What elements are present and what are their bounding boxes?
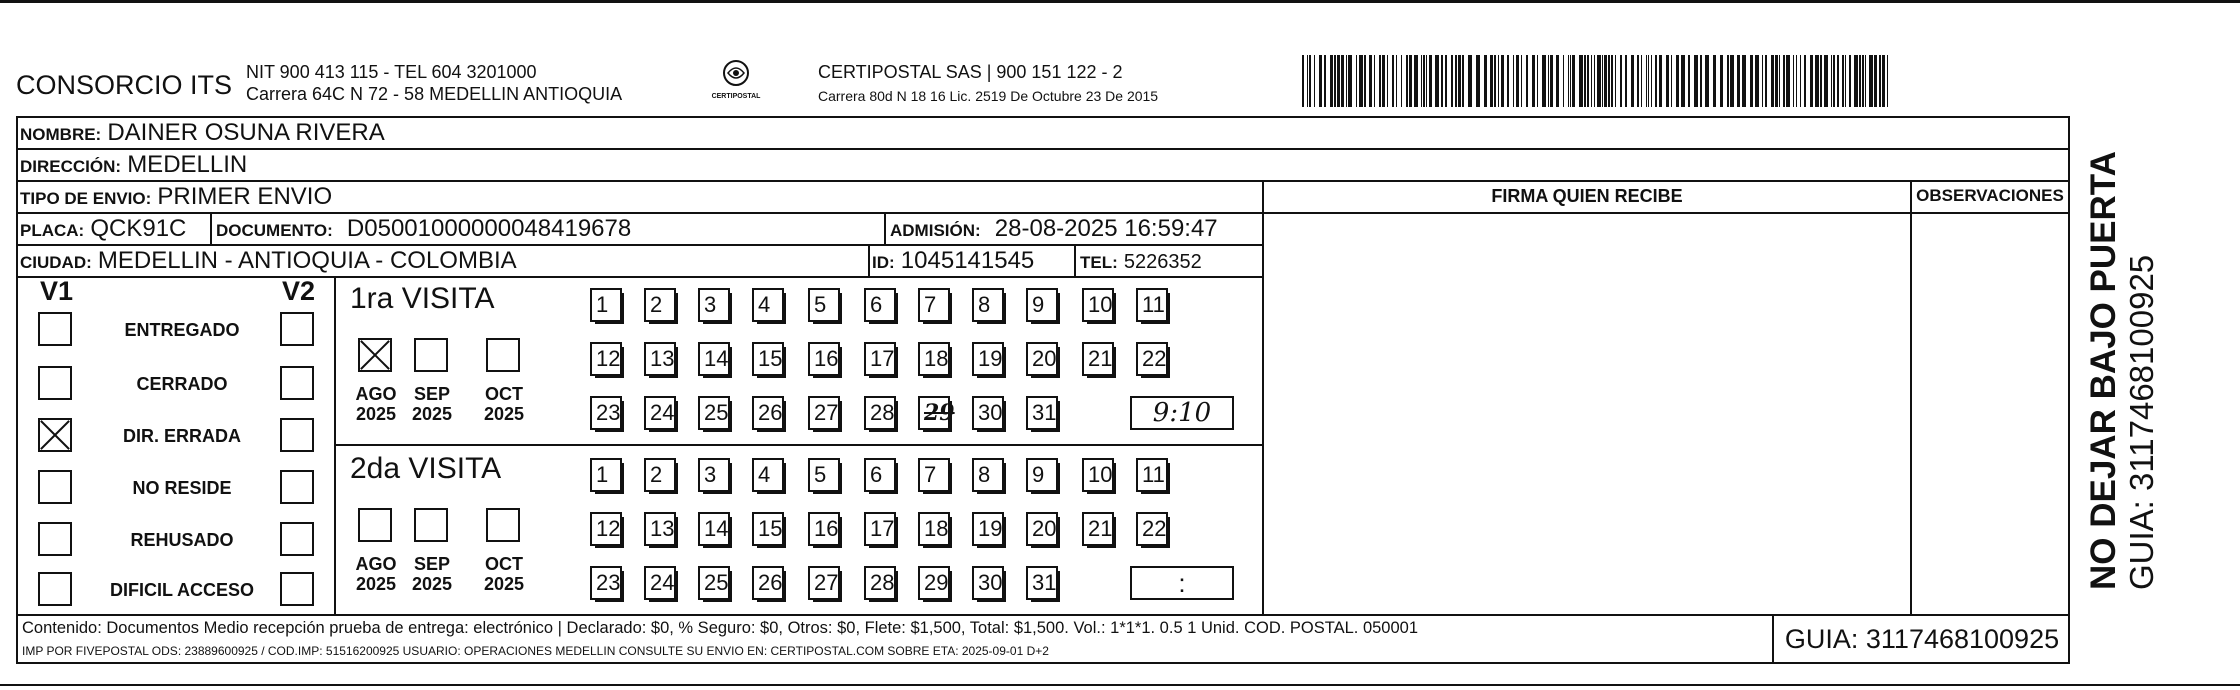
day-box[interactable]: 6 [864, 288, 896, 322]
barcode-bar [1513, 55, 1514, 107]
tipo-label: TIPO DE ENVIO: [20, 189, 152, 208]
day-box[interactable]: 4 [752, 288, 784, 322]
barcode-bar [1369, 55, 1372, 107]
barcode-bar [1548, 55, 1549, 107]
day-box[interactable]: 30 [972, 396, 1004, 430]
barcode-bar [1694, 55, 1698, 107]
barcode-bar [1330, 55, 1333, 107]
day-box[interactable]: 13 [644, 342, 676, 376]
status-label: DIR. ERRADA [122, 426, 241, 446]
col-line-guia [1772, 614, 1774, 664]
day-box[interactable]: 15 [752, 512, 784, 546]
admision-value: 28-08-2025 16:59:47 [994, 215, 1218, 242]
barcode-bar [1501, 55, 1504, 107]
month-year: 2025 [355, 574, 397, 594]
day-box[interactable]: 19 [972, 512, 1004, 546]
barcode-bar [1625, 55, 1627, 107]
barcode-bar [1307, 55, 1308, 107]
ciudad-value: MEDELLIN - ANTIOQUIA - COLOMBIA [97, 247, 517, 274]
barcode-bar [1637, 55, 1639, 107]
barcode-bar [1646, 55, 1647, 107]
barcode-bar [1775, 55, 1778, 107]
day-box[interactable]: 16 [808, 342, 840, 376]
day-box[interactable]: 26 [752, 396, 784, 430]
firma-header: FIRMA QUIEN RECIBE [1491, 186, 1683, 206]
v2-checkbox[interactable] [280, 366, 314, 400]
day-box[interactable]: 28 [864, 396, 896, 430]
barcode-bar [1815, 55, 1819, 107]
nombre-label: NOMBRE: [20, 125, 102, 144]
side-no-dejar: NO DEJAR BAJO PUERTA [2084, 151, 2123, 590]
barcode-bar [1671, 55, 1672, 107]
day-box[interactable]: 30 [972, 566, 1004, 600]
barcode-bar [1862, 55, 1864, 107]
day-box[interactable]: 24 [644, 396, 676, 430]
courier-logo-text: CERTIPOSTAL [711, 93, 761, 100]
day-box[interactable]: 7 [918, 288, 950, 322]
barcode-bar [1356, 55, 1357, 107]
documento-cell [216, 214, 631, 246]
barcode-bar [1742, 55, 1746, 107]
barcode-bar [1882, 55, 1885, 107]
courier-license: Carrera 80d N 18 16 Lic. 2519 De Octubre 23 De 2015 [818, 88, 1159, 104]
barcode-bar [1666, 55, 1669, 107]
barcode-bar [1688, 55, 1690, 107]
col-line-firma [1262, 180, 1264, 616]
barcode-bar [1842, 55, 1844, 107]
day-box[interactable]: 22 [1136, 342, 1168, 376]
v2-checkbox[interactable] [280, 418, 314, 452]
day-box[interactable]: 5 [808, 288, 840, 322]
v1-checkbox[interactable] [38, 470, 72, 504]
barcode-bar [1309, 55, 1311, 107]
barcode-bar [1364, 55, 1366, 107]
barcode-bar [1319, 55, 1322, 107]
barcode-bar [1337, 55, 1340, 107]
status-label: CERRADO [136, 374, 228, 394]
barcode-bar [1655, 55, 1657, 107]
day-box[interactable]: 27 [808, 566, 840, 600]
barcode-bar [1750, 55, 1753, 107]
barcode-bar [1542, 55, 1546, 107]
day-box[interactable]: 9 [1026, 458, 1058, 492]
barcode-bar [1651, 55, 1652, 107]
barcode-bar [1490, 55, 1493, 107]
month-name: AGO [355, 554, 397, 574]
barcode-bar [1414, 55, 1418, 107]
courier-name: CERTIPOSTAL SAS | 900 151 122 - 2 [818, 62, 1123, 82]
day-box[interactable]: 12 [590, 512, 622, 546]
barcode-bar [1387, 55, 1388, 107]
barcode [1302, 55, 1892, 107]
barcode-bar [1572, 55, 1575, 107]
month-checkbox[interactable] [414, 508, 448, 542]
footer-guia: GUIA: 3117468100925 [1784, 624, 2060, 654]
placa-label: PLACA: [20, 221, 85, 240]
observaciones-header: OBSERVACIONES [1916, 186, 2064, 205]
day-box[interactable]: 20 [1026, 512, 1058, 546]
day-box[interactable]: 10 [1082, 288, 1114, 322]
day-box[interactable]: 25 [698, 566, 730, 600]
v2-label: V2 [282, 276, 316, 306]
day-box[interactable]: 23 [590, 566, 622, 600]
barcode-bar [1727, 55, 1729, 107]
col-line-id [868, 244, 870, 276]
month-checkbox[interactable] [486, 508, 520, 542]
barcode-bar [1507, 55, 1509, 107]
company-name: CONSORCIO ITS [16, 70, 233, 100]
barcode-bar [1458, 55, 1461, 107]
barcode-bar [1608, 55, 1610, 107]
tel-label: TEL: [1080, 253, 1118, 272]
barcode-bar [1563, 55, 1564, 107]
barcode-bar [1532, 55, 1535, 107]
day-box[interactable]: 4 [752, 458, 784, 492]
admision-label: ADMISIÓN: [890, 221, 981, 240]
status-label: ENTREGADO [124, 320, 240, 340]
barcode-bar [1468, 55, 1472, 107]
admision-cell [890, 214, 1218, 246]
barcode-bar [1783, 55, 1785, 107]
id-label: ID: [872, 253, 895, 272]
barcode-bar [1800, 55, 1801, 107]
barcode-bar [1302, 55, 1304, 107]
barcode-bar [1379, 55, 1381, 107]
barcode-bar [1859, 55, 1861, 107]
month-name: SEP [413, 554, 451, 574]
visit-separator [334, 444, 1264, 446]
visit-time[interactable]: : [1130, 566, 1234, 600]
barcode-bar [1334, 55, 1336, 107]
visit-time[interactable]: 9:10 [1130, 396, 1234, 430]
day-box[interactable]: 21 [1082, 512, 1114, 546]
col-line-placa [210, 212, 212, 244]
visit-title: 1ra VISITA [350, 282, 495, 315]
barcode-bar [1359, 55, 1363, 107]
month-checkbox[interactable] [414, 338, 448, 372]
tipo-row [20, 182, 332, 214]
barcode-bar [1591, 55, 1592, 107]
barcode-bar [1429, 55, 1432, 107]
col-line-tel [1074, 244, 1076, 276]
day-box[interactable]: 1 [590, 288, 622, 322]
placa-value: QCK91C [90, 215, 187, 242]
id-cell [872, 246, 1034, 278]
barcode-bar [1824, 55, 1828, 107]
month-name: AGO [355, 384, 397, 404]
day-box[interactable]: 17 [864, 342, 896, 376]
footer-top-line [16, 614, 2070, 616]
barcode-bar [1462, 55, 1464, 107]
barcode-bar [1445, 55, 1447, 107]
barcode-bar [1314, 55, 1315, 107]
barcode-bar [1324, 55, 1326, 107]
bottom-rule [0, 684, 2240, 686]
barcode-bar [1705, 55, 1709, 107]
barcode-bar [1869, 55, 1873, 107]
barcode-bar [1786, 55, 1790, 107]
day-box[interactable]: 20 [1026, 342, 1058, 376]
day-box[interactable]: 3 [698, 288, 730, 322]
day-box[interactable]: 5 [808, 458, 840, 492]
barcode-bar [1421, 55, 1422, 107]
barcode-bar [1837, 55, 1839, 107]
barcode-bar [1730, 55, 1734, 107]
placa-cell [20, 214, 186, 246]
barcode-bar [1720, 55, 1723, 107]
day-box[interactable]: 10 [1082, 458, 1114, 492]
tel-value: 5226352 [1123, 251, 1202, 273]
barcode-bar [1526, 55, 1528, 107]
day-box[interactable]: 14 [698, 342, 730, 376]
v1-checkbox[interactable] [38, 366, 72, 400]
month-year: 2025 [411, 574, 453, 594]
v1-checkbox[interactable] [38, 418, 72, 452]
day-box[interactable]: 12 [590, 342, 622, 376]
month-year: 2025 [483, 404, 525, 424]
barcode-bar [1804, 55, 1806, 107]
direccion-label: DIRECCIÓN: [20, 157, 122, 176]
documento-label: DOCUMENTO: [216, 221, 333, 240]
day-box-marked[interactable]: 29 [918, 396, 950, 430]
courier-logo-icon [719, 58, 753, 88]
v2-checkbox[interactable] [280, 470, 314, 504]
barcode-bar [1556, 55, 1559, 107]
month-checkbox[interactable] [358, 338, 392, 372]
barcode-bar [1796, 55, 1797, 107]
barcode-bar [1568, 55, 1569, 107]
tipo-value: PRIMER ENVIO [157, 183, 333, 210]
barcode-bar [1396, 55, 1397, 107]
barcode-bar [1537, 55, 1538, 107]
day-box[interactable]: 2 [644, 288, 676, 322]
barcode-bar [1346, 55, 1347, 107]
barcode-bar [1762, 55, 1763, 107]
day-box[interactable]: 11 [1136, 458, 1168, 492]
barcode-bar [1441, 55, 1443, 107]
frame-right [2068, 116, 2070, 664]
barcode-bar [1579, 55, 1583, 107]
tel-cell [1080, 246, 1202, 278]
ciudad-cell [20, 246, 517, 278]
barcode-bar [1810, 55, 1813, 107]
col-line-obs [1910, 180, 1912, 616]
day-box[interactable]: 29 [918, 566, 950, 600]
barcode-bar [1713, 55, 1716, 107]
day-box[interactable]: 2 [644, 458, 676, 492]
month-name: OCT [485, 554, 523, 574]
direccion-row [20, 150, 247, 182]
day-box[interactable]: 23 [590, 396, 622, 430]
barcode-bar [1755, 55, 1759, 107]
v2-checkbox[interactable] [280, 312, 314, 346]
barcode-bar [1597, 55, 1601, 107]
day-box[interactable]: 15 [752, 342, 784, 376]
month-name: SEP [413, 384, 451, 404]
barcode-bar [1423, 55, 1425, 107]
month-checkbox[interactable] [358, 508, 392, 542]
barcode-bar [1374, 55, 1375, 107]
barcode-bar [1681, 55, 1685, 107]
barcode-bar [1455, 55, 1457, 107]
barcode-bar [1594, 55, 1595, 107]
barcode-bar [1765, 55, 1767, 107]
v1-checkbox[interactable] [38, 572, 72, 606]
day-box[interactable]: 1 [590, 458, 622, 492]
barcode-bar [1401, 55, 1402, 107]
barcode-bar [1426, 55, 1427, 107]
month-year: 2025 [411, 404, 453, 424]
barcode-bar [1584, 55, 1586, 107]
day-box[interactable]: 14 [698, 512, 730, 546]
month-name: OCT [485, 384, 523, 404]
v1-label: V1 [40, 276, 74, 306]
day-box[interactable]: 22 [1136, 512, 1168, 546]
barcode-bar [1406, 55, 1408, 107]
barcode-bar [1484, 55, 1487, 107]
barcode-bar [1570, 55, 1571, 107]
barcode-bar [1392, 55, 1394, 107]
barcode-bar [1887, 55, 1888, 107]
barcode-bar [1874, 55, 1877, 107]
barcode-bar [1587, 55, 1589, 107]
day-box[interactable]: 28 [864, 566, 896, 600]
v1-checkbox[interactable] [38, 312, 72, 346]
barcode-bar [1521, 55, 1522, 107]
day-box[interactable]: 31 [1026, 566, 1058, 600]
day-box[interactable]: 25 [698, 396, 730, 430]
barcode-bar [1494, 55, 1496, 107]
month-year: 2025 [355, 404, 397, 424]
footer-contenido: Contenido: Documentos Medio recepción prueba de entrega: electrónico | Declarado: $0, % Seguro: $0, Otros: $0, Flete: $1,500, Total: $1,500. Vol.: 1*1*1. 0.5 1 Unid. COD. POSTAL. 050001 [22, 619, 1419, 637]
nombre-row [20, 118, 385, 150]
day-box[interactable]: 18 [918, 512, 950, 546]
v2-checkbox[interactable] [280, 572, 314, 606]
day-box[interactable]: 7 [918, 458, 950, 492]
barcode-bar [1700, 55, 1702, 107]
nombre-value: DAINER OSUNA RIVERA [107, 119, 385, 146]
day-box[interactable]: 8 [972, 288, 1004, 322]
company-nit: NIT 900 413 115 - TEL 604 3201000 [246, 62, 537, 82]
direccion-value: MEDELLIN [127, 151, 248, 178]
barcode-bar [1602, 55, 1603, 107]
barcode-bar [1341, 55, 1344, 107]
id-value: 1045141545 [900, 247, 1035, 274]
barcode-bar [1409, 55, 1412, 107]
barcode-bar [1879, 55, 1881, 107]
barcode-bar [1771, 55, 1774, 107]
barcode-bar [1845, 55, 1846, 107]
day-box[interactable]: 9 [1026, 288, 1058, 322]
barcode-bar [1779, 55, 1780, 107]
barcode-bar [1641, 55, 1642, 107]
day-box[interactable]: 8 [972, 458, 1004, 492]
footer-imp: IMP POR FIVEPOSTAL ODS: 23889600925 / COD.IMP: 51516200925 USUARIO: OPERACIONES MEDELLIN CONSULTE SU ENVIO EN: CERTIPOSTAL.COM SOBRE ETA: 2025-09-01 D+2 [22, 644, 1049, 658]
month-checkbox[interactable] [486, 338, 520, 372]
status-label: REHUSADO [130, 530, 234, 550]
v2-checkbox[interactable] [280, 522, 314, 556]
barcode-bar [1737, 55, 1740, 107]
barcode-bar [1611, 55, 1613, 107]
barcode-bar [1498, 55, 1499, 107]
col-line-admision [884, 212, 886, 244]
day-box[interactable]: 16 [808, 512, 840, 546]
barcode-bar [1865, 55, 1866, 107]
barcode-bar [1849, 55, 1851, 107]
barcode-bar [1820, 55, 1822, 107]
day-box[interactable]: 6 [864, 458, 896, 492]
day-box[interactable]: 27 [808, 396, 840, 430]
day-box[interactable]: 3 [698, 458, 730, 492]
documento-value: D05001000000048419678 [346, 215, 632, 242]
barcode-bar [1550, 55, 1553, 107]
barcode-bar [1615, 55, 1616, 107]
barcode-bar [1831, 55, 1832, 107]
day-box[interactable]: 13 [644, 512, 676, 546]
barcode-bar [1476, 55, 1480, 107]
visit-title: 2da VISITA [350, 452, 502, 485]
barcode-bar [1659, 55, 1662, 107]
ciudad-label: CIUDAD: [20, 253, 92, 272]
barcode-bar [1833, 55, 1835, 107]
frame-left [16, 116, 18, 664]
barcode-bar [1435, 55, 1439, 107]
barcode-bar [1348, 55, 1352, 107]
barcode-bar [1620, 55, 1622, 107]
barcode-bar [1648, 55, 1649, 107]
month-year: 2025 [483, 574, 525, 594]
company-address: Carrera 64C N 72 - 58 MEDELLIN ANTIOQUIA [246, 84, 623, 104]
day-box[interactable]: 19 [972, 342, 1004, 376]
day-box[interactable]: 31 [1026, 396, 1058, 430]
side-guia: GUIA: 3117468100925 [2123, 254, 2160, 590]
day-box[interactable]: 24 [644, 566, 676, 600]
side-text [2084, 130, 2160, 590]
barcode-bar [1382, 55, 1385, 107]
frame-bottom [16, 662, 2070, 664]
courier-logo [706, 58, 766, 106]
day-box[interactable]: 26 [752, 566, 784, 600]
day-box[interactable]: 18 [918, 342, 950, 376]
status-label: NO RESIDE [132, 478, 232, 498]
barcode-bar [1451, 55, 1453, 107]
barcode-bar [1854, 55, 1858, 107]
barcode-bar [1676, 55, 1679, 107]
barcode-bar [1631, 55, 1634, 107]
barcode-bar [1793, 55, 1794, 107]
status-label: DIFICIL ACCESO [109, 580, 254, 600]
day-box[interactable]: 21 [1082, 342, 1114, 376]
day-box[interactable]: 17 [864, 512, 896, 546]
v1-checkbox[interactable] [38, 522, 72, 556]
barcode-bar [1516, 55, 1519, 107]
barcode-bar [1604, 55, 1607, 107]
day-box[interactable]: 11 [1136, 288, 1168, 322]
top-rule [0, 0, 2240, 3]
